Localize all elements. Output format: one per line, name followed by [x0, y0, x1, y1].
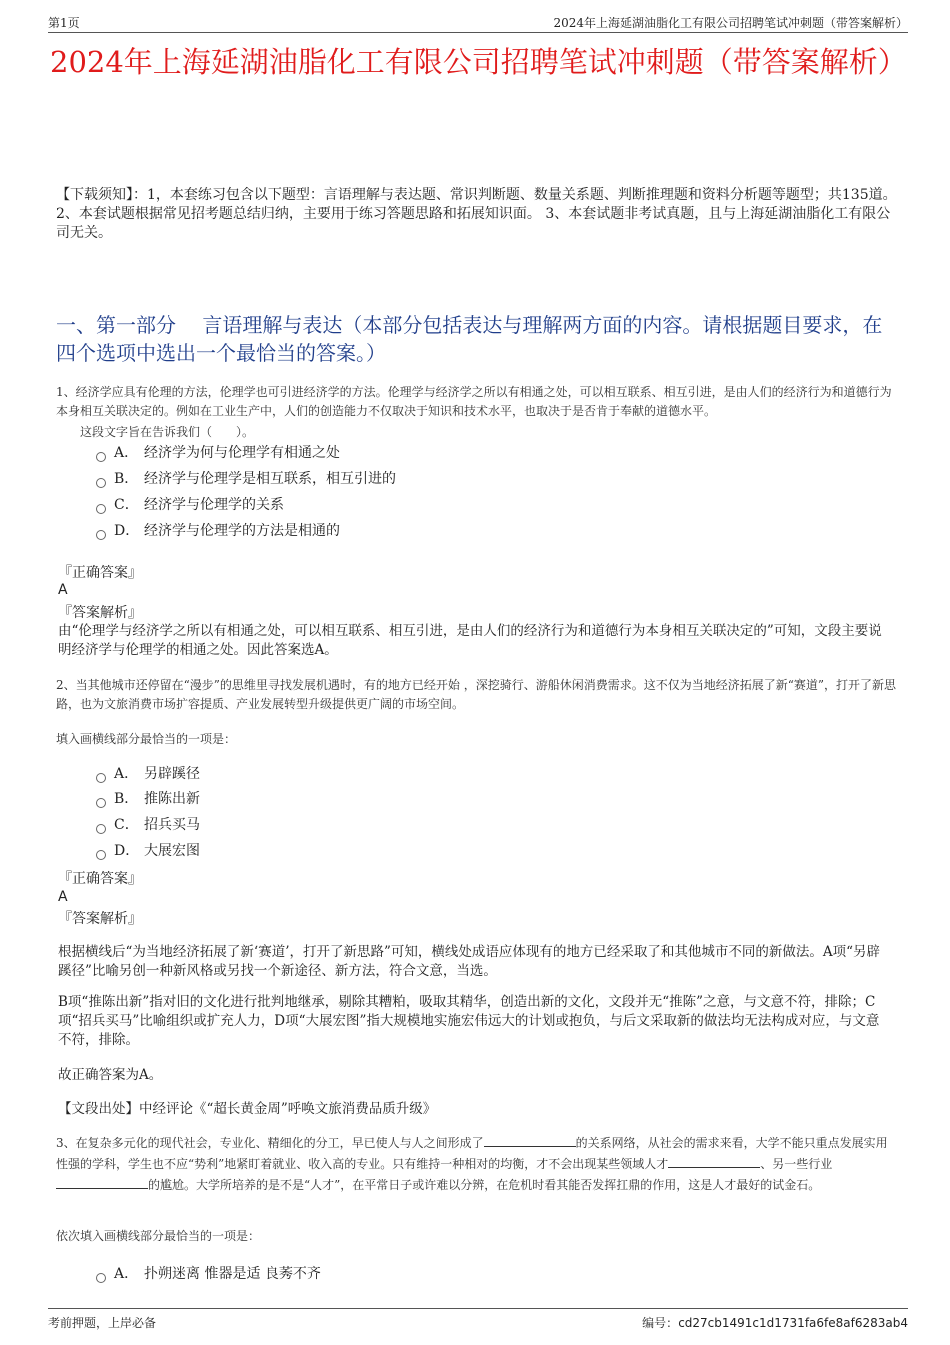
question-1-ask: 这段文字旨在告诉我们（ ）。 — [80, 425, 255, 439]
radio-icon[interactable] — [96, 530, 106, 540]
question-2-analysis-paragraph-1: 根据横线后“为当地经济拓展了新‘赛道’，打开了新思路”可知，横线处成语应体现有的地方已经采取了和其他城市不同的新做法。A项“另辟蹊径”比喻另创一种新风格或另找一个新途径、新方法，符合文意，当选。 — [58, 944, 881, 979]
fill-blank — [56, 1176, 148, 1189]
question-1-answer: A — [58, 582, 68, 598]
question-2-analysis-paragraph-2: B项“推陈出新”指对旧的文化进行批判地继承，剔除其糟粕，吸取其精华，创造出新的文化，文段并无“推陈”之意，与文意不符，排除；C项“招兵买马”比喻组织或扩充人力，D项“大展宏图”指大规模地实施宏伟远大的计划或抱负，与后文采取新的做法均无法构成对应，与文意不符，排除。 — [58, 994, 880, 1048]
question-2-stem: 2、当其他城市还停留在“漫步”的思维里寻找发展机遇时，有的地方已经开始 ，深挖骑行、游船休闲消费需求。这不仅为当地经济拓展了新“赛道”，打开了新思路，也为文旅消费市场扩容提质、产业发展转型升级提供更广阔的市场空间。 — [56, 678, 896, 711]
radio-icon[interactable] — [96, 1273, 106, 1283]
question-2-ask: 填入画横线部分最恰当的一项是： — [56, 732, 237, 746]
question-1-option-c[interactable]: C． 经济学与伦理学的关系 — [96, 495, 284, 515]
section-title: 一、第一部分 言语理解与表达（本部分包括表达与理解两方面的内容。请根据题目要求，在四个选项中选出一个最恰当的答案。） — [56, 313, 883, 365]
question-1-option-b[interactable]: B． 经济学与伦理学是相互联系，相互引进的 — [96, 469, 396, 489]
question-2-analysis-label: 『答案解析』 — [58, 911, 142, 927]
question-2-option-a[interactable]: A． 另辟蹊径 — [96, 764, 200, 784]
radio-icon[interactable] — [96, 504, 106, 514]
question-2-source: 【文段出处】中经评论《“超长黄金周”呼唤文旅消费品质升级》 — [58, 1101, 437, 1117]
question-1-option-d[interactable]: D． 经济学与伦理学的方法是相通的 — [96, 521, 340, 541]
page-number: 第1页 — [48, 16, 80, 30]
question-3-stem: 3、在复杂多元化的现代社会，专业化、精细化的分工，早已使人与人之间形成了 的关系网络，从社会的需求来看，大学不能只重点发展实用性强的学科，学生也不应“势利”地紧盯着就业、收入高的专业。只有维持一种相对的均衡，才不会出现某些领域人才 、另一些行业的尴尬。大学所培养的是不是“人才”，在平常日子或许难以分辨，在危机时看其能否发挥扛鼎的作用，这是人才最好的试金石。 — [56, 1136, 888, 1192]
page-header — [48, 14, 908, 33]
download-notice: 【下载须知】：1，本套练习包含以下题型：言语理解与表达题、常识判断题、数量关系题、判断推理题和资料分析题等题型；共135道。 2、本套试题根据常见招考题总结归纳，主要用于练习答题思路和拓展知识面。 3、本套试题非考试真题，且与上海延湖油脂化工有限公司无关。 — [56, 187, 897, 241]
footer-slogan: 考前押题，上岸必备 — [48, 1316, 157, 1330]
question-2-option-c[interactable]: C． 招兵买马 — [96, 815, 200, 835]
question-2-option-b[interactable]: B． 推陈出新 — [96, 789, 200, 809]
question-2-answer: A — [58, 889, 68, 905]
fill-blank — [484, 1134, 576, 1147]
question-1-analysis-label: 『答案解析』 — [58, 605, 142, 621]
radio-icon[interactable] — [96, 452, 106, 462]
question-1-answer-label: 『正确答案』 — [58, 565, 142, 581]
page-title: 2024年上海延湖油脂化工有限公司招聘笔试冲刺题（带答案解析） — [50, 45, 907, 79]
question-2-option-d[interactable]: D． 大展宏图 — [96, 841, 200, 861]
radio-icon[interactable] — [96, 798, 106, 808]
radio-icon[interactable] — [96, 824, 106, 834]
question-3-option-a[interactable]: A． 扑朔迷离 惟器是适 良莠不齐 — [96, 1264, 321, 1284]
radio-icon[interactable] — [96, 478, 106, 488]
radio-icon[interactable] — [96, 850, 106, 860]
page-footer — [48, 1308, 908, 1333]
header-doc-title: 2024年上海延湖油脂化工有限公司招聘笔试冲刺题（带答案解析） — [553, 16, 908, 30]
footer-code: 编号：cd27cb1491c1d1731fa6fe8af6283ab4 — [642, 1316, 908, 1330]
question-3-ask: 依次填入画横线部分最恰当的一项是： — [56, 1229, 261, 1243]
question-1-option-a[interactable]: A． 经济学为何与伦理学有相通之处 — [96, 443, 340, 463]
question-2-answer-label: 『正确答案』 — [58, 871, 142, 887]
radio-icon[interactable] — [96, 773, 106, 783]
question-1-analysis: 由“伦理学与经济学之所以有相通之处，可以相互联系、相互引进，是由人们的经济行为和道德行为本身相互关联决定的”可知，文段主要说明经济学与伦理学的相通之处。因此答案选A。 — [58, 623, 882, 658]
question-1-stem: 1、经济学应具有伦理的方法，伦理学也可引进经济学的方法。伦理学与经济学之所以有相通之处，可以相互联系、相互引进，是由人们的经济行为和道德行为本身相互关联决定的。例如在工业生产中，人们的创造能力不仅取决于知识和技术水平，也取决于是否肯于奉献的道德水平。 — [56, 385, 892, 418]
fill-blank — [668, 1155, 760, 1168]
question-2-conclusion: 故正确答案为A。 — [58, 1067, 163, 1083]
